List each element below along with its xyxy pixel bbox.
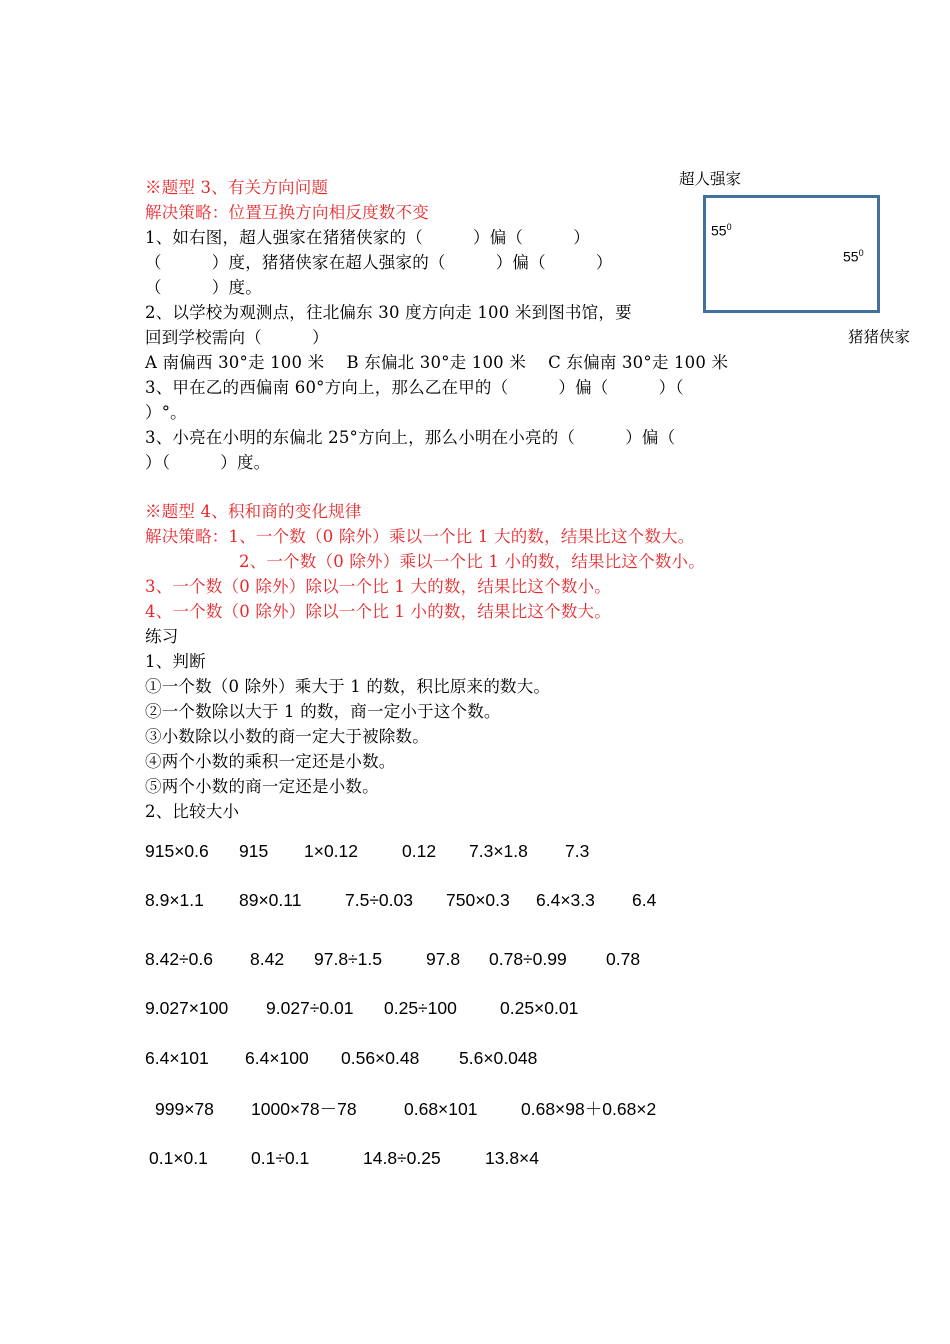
compare-expression: 8.9×1.1	[145, 890, 204, 910]
compare-expression: 0.68×98＋0.68×2	[521, 1099, 657, 1119]
practice-heading: 练习	[145, 627, 179, 646]
compare-expression: 89×0.11	[239, 890, 302, 910]
compare-expression: 0.1×0.1	[149, 1148, 208, 1168]
judge-item: ③小数除以小数的商一定大于被除数。	[145, 727, 429, 746]
compare-expression: 6.4×100	[245, 1048, 309, 1068]
compare-expression: 7.3×1.8	[469, 841, 528, 861]
compare-expression: 0.1÷0.1	[251, 1148, 310, 1168]
compare-expression: 0.25÷100	[384, 998, 457, 1018]
question-line: 2、以学校为观测点，往北偏东 30 度方向走 100 米到图书馆，要	[145, 303, 632, 322]
question-options: A 南偏西 30°走 100 米 B 东偏北 30°走 100 米 C 东偏南 30°走 100 米	[145, 353, 729, 372]
compare-expression: 0.12	[402, 841, 437, 861]
judge-item: ⑤两个小数的商一定还是小数。	[145, 777, 379, 796]
compare-expression: 6.4×101	[145, 1048, 209, 1068]
compare-expression: 9.027÷0.01	[266, 998, 354, 1018]
compare-expression: 0.25×0.01	[500, 998, 579, 1018]
compare-expression: 6.4×3.3	[536, 890, 595, 910]
section4-strategy-1: 解决策略：1、一个数（0 除外）乘以一个比 1 大的数，结果比这个数大。	[145, 527, 695, 546]
section3-strategy: 解决策略：位置互换方向相反度数不变	[145, 203, 429, 222]
compare-expression: 8.42	[250, 949, 285, 969]
question-line: 1、如右图，超人强家在猪猪侠家的（ ）偏（ ）	[145, 228, 590, 247]
compare-expression: 0.56×0.48	[341, 1048, 420, 1068]
question-line: 3、小亮在小明的东偏北 25°方向上，那么小明在小亮的（ ）偏（	[145, 428, 676, 447]
compare-expression: 0.78	[606, 949, 641, 969]
question-line: ）°。	[145, 403, 187, 422]
diagram-bottom-label: 猪猪侠家	[848, 328, 911, 346]
question-line: 3、甲在乙的西偏南 60°方向上，那么乙在甲的（ ）偏（ ）（	[145, 378, 684, 397]
section4-strategy-3: 3、一个数（0 除外）除以一个比 1 大的数，结果比这个数小。	[145, 577, 611, 596]
compare-expression: 750×0.3	[446, 890, 510, 910]
compare-expression: 0.78÷0.99	[489, 949, 567, 969]
compare-expression: 8.42÷0.6	[145, 949, 213, 969]
compare-title: 2、比较大小	[145, 802, 240, 821]
section4-strategy-2: 2、一个数（0 除外）乘以一个比 1 小的数，结果比这个数小。	[239, 552, 705, 571]
judge-item: ④两个小数的乘积一定还是小数。	[145, 752, 396, 771]
compare-expression: 0.68×101	[404, 1099, 478, 1119]
section3-title: ※题型 3、有关方向问题	[145, 178, 329, 197]
compare-expression: 97.8	[426, 949, 461, 969]
compare-expression: 13.8×4	[485, 1148, 540, 1168]
angle-label-top-left: $55^0$	[711, 222, 732, 239]
question-line: ）（ ）度。	[145, 453, 271, 472]
judge-title: 1、判断	[145, 652, 206, 671]
compare-expression: 6.4	[632, 890, 657, 910]
compare-expression: 1000×78－78	[251, 1099, 357, 1119]
question-line: 回到学校需向（ ）	[145, 328, 329, 347]
compare-expression: 1×0.12	[304, 841, 359, 861]
angle-label-right: $55^0$	[843, 248, 864, 265]
judge-item: ①一个数（0 除外）乘大于 1 的数，积比原来的数大。	[145, 677, 551, 696]
compare-expression: 915×0.6	[145, 841, 209, 861]
compare-expression: 999×78	[155, 1099, 214, 1119]
compare-expression: 915	[239, 841, 269, 861]
compare-expression: 7.5÷0.03	[345, 890, 413, 910]
section4-title: ※题型 4、积和商的变化规律	[145, 502, 362, 521]
compare-expression: 14.8÷0.25	[363, 1148, 441, 1168]
compare-expression: 97.8÷1.5	[314, 949, 382, 969]
section4-strategy-4: 4、一个数（0 除外）除以一个比 1 小的数，结果比这个数大。	[145, 602, 611, 621]
compare-expression: 7.3	[565, 841, 590, 861]
question-line: （ ）度。	[145, 278, 262, 297]
judge-item: ②一个数除以大于 1 的数，商一定小于这个数。	[145, 702, 501, 721]
compare-expression: 5.6×0.048	[459, 1048, 538, 1068]
diagram-top-label: 超人强家	[679, 170, 742, 188]
question-line: （ ）度，猪猪侠家在超人强家的（ ）偏（ ）	[145, 253, 613, 272]
compare-expression: 9.027×100	[145, 998, 229, 1018]
